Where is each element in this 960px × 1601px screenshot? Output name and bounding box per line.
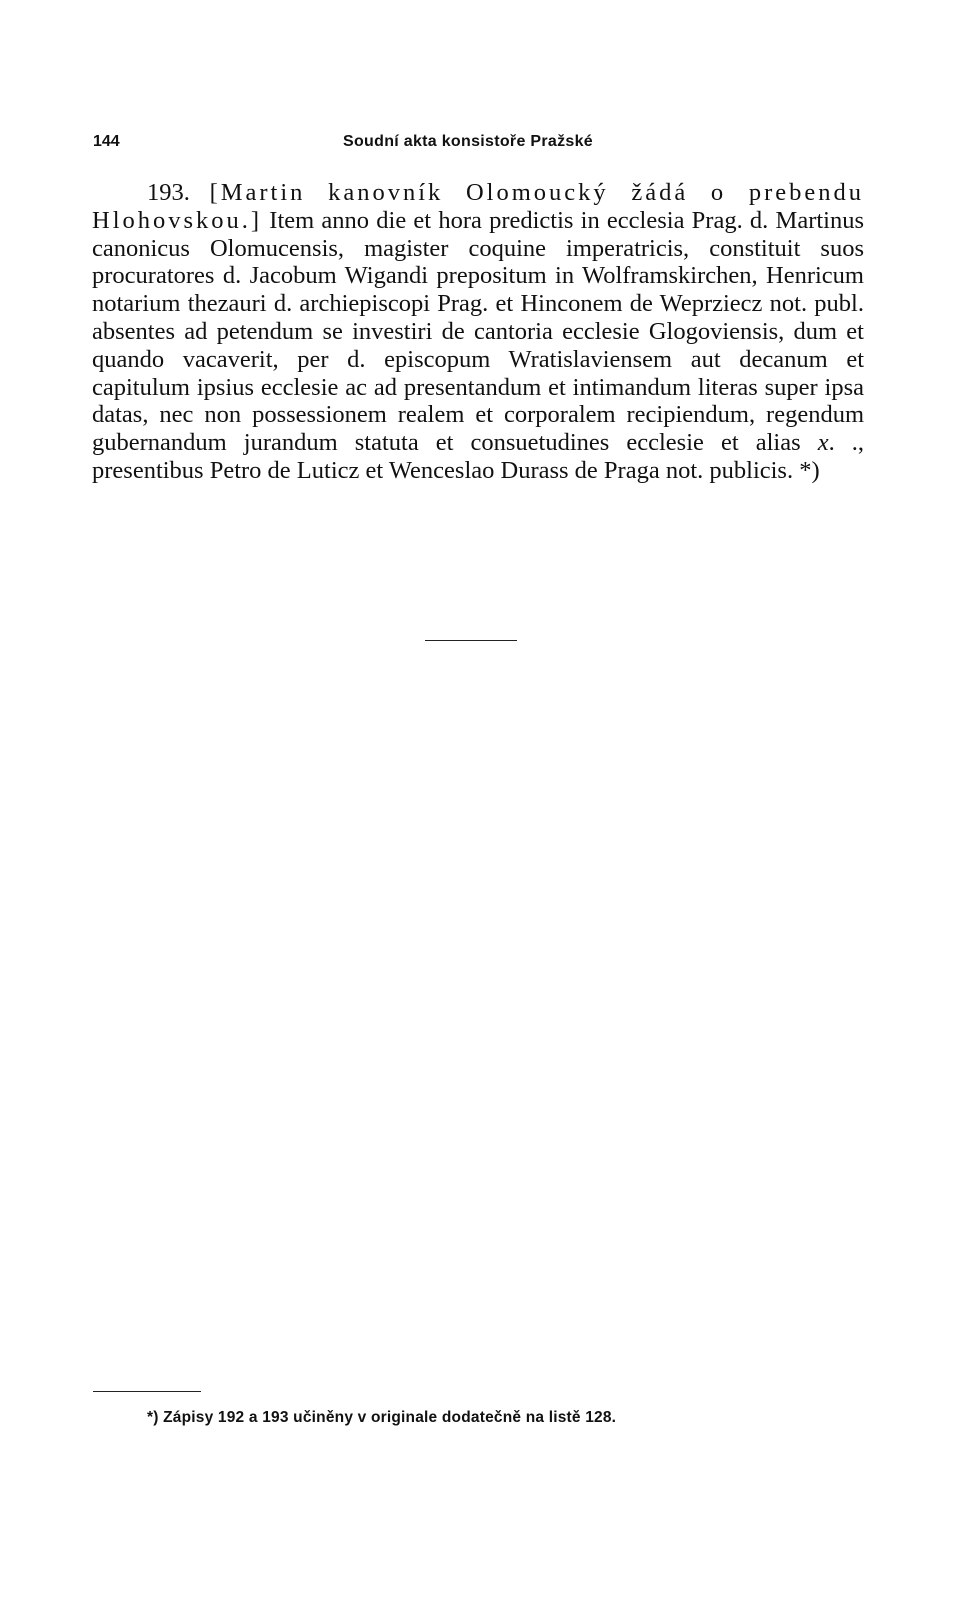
running-title: Soudní akta konsistoře Pražské — [343, 133, 593, 150]
footnote: *) Zápisy 192 a 193 učiněny v originale dodatečně na listě 128. — [147, 1409, 617, 1426]
entry-193 — [92, 179, 864, 485]
entry-body-latin: Item anno die et hora predictis in ecclesia Prag. d. Martinus canonicus Olomucensis, magister coquine imperatricis, constituit suos procuratores d. Jacobum Wigandi prepositum in Wolframskirchen, Henricum notarium thezauri d. archiepiscopi Prag. et Hinconem de Weprziecz not. publ. absentes ad petendum se investiri de cantoria ecclesie Glogoviensis, dum et quando vacaverit, per d. episcopum Wratislaviensem aut decanum et capitulum ipsius ecclesie ac ad presentandum et intimandum literas super ipsa datas, nec non possessionem realem et corporalem recipiendum, regendum gubernandum jurandum statuta et consuetudines ecclesie et alias — [92, 206, 864, 457]
page-header — [93, 133, 869, 157]
section-divider — [425, 640, 517, 641]
page-number: 144 — [93, 133, 120, 150]
entry-x-symbol: x — [817, 429, 829, 457]
entry-body-latin-end: . ., presentibus Petro de Luticz et Wenceslao Durass de Praga not. publicis. *) — [92, 429, 865, 484]
entry-number: 193. — [147, 179, 190, 206]
entry-czech-heading: [Martin kanovník Olomoucký žádá o prebendu Hlohovskou.] — [92, 179, 865, 234]
footnote-rule — [93, 1391, 201, 1392]
